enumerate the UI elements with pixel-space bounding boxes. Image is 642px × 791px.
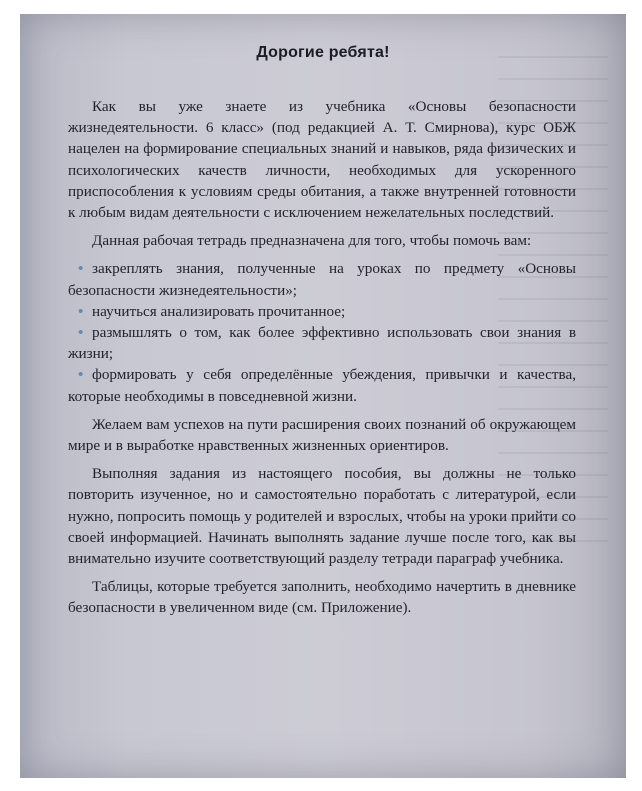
goals-list-item: • закреплять знания, полученные на уроках по предмету «Основы безопасности жизнедеятельности»; <box>68 260 576 299</box>
goals-list-item-text: закреплять знания, полученные на уроках по предмету «Основы безопасности жизнедеятельности»; <box>68 260 576 299</box>
purpose-paragraph: Данная рабочая тетрадь предназначена для того, чтобы помочь вам: <box>92 232 532 250</box>
page-title: Дорогие ребята! <box>256 44 390 61</box>
instructions-paragraph: Выполняя задания из настоящего пособия, вы должны не только повторить изученное, но и самостоятельно поработать с литературой, если нужно, попросить помощь у родителей и взрослых, чтобы на уроки прийти со своей информацией. Начинать выполнять задание лучше после того, как вы внимательно изучите соответствующий разделу тетради параграф учебника. <box>68 465 576 568</box>
goals-list-item: • научиться анализировать прочитанное; <box>78 302 346 320</box>
goals-list <box>68 258 576 406</box>
intro-paragraph: Как вы уже знаете из учебника «Основы безопасности жизнедеятельности. 6 класс» (под редакцией А. Т. Смирнова), курс ОБЖ нацелен на формирование специальных знаний и навыков, ряда физических и психологических качеств личности, необходимых для ускоренного приспособления к условиям среды обитания, а также внутренней готовности к любым видам деятельности с исключением нежелательных последствий. <box>68 98 576 222</box>
goals-list-item: • формировать у себя определённые убеждения, привычки и качества, которые необходимы в повседневной жизни. <box>68 366 576 405</box>
textbook-page <box>20 14 626 778</box>
goals-list-item-text: размышлять о том, как более эффективно использовать свои знания в жизни; <box>68 324 576 363</box>
goals-list-item-text: формировать у себя определённые убеждения, привычки и качества, которые необходимы в повседневной жизни. <box>68 366 576 405</box>
page-body <box>68 96 576 626</box>
wishes-paragraph: Желаем вам успехов на пути расширения своих познаний об окружающем мире и в выработке нравственных жизненных ориентиров. <box>68 415 576 455</box>
tables-note-paragraph: Таблицы, которые требуется заполнить, необходимо начертить в дневнике безопасности в увеличенном виде (см. Приложение). <box>68 578 576 617</box>
goals-list-item-text: научиться анализировать прочитанное; <box>92 302 346 320</box>
goals-list-item: • размышлять о том, как более эффективно использовать свои знания в жизни; <box>68 324 576 363</box>
